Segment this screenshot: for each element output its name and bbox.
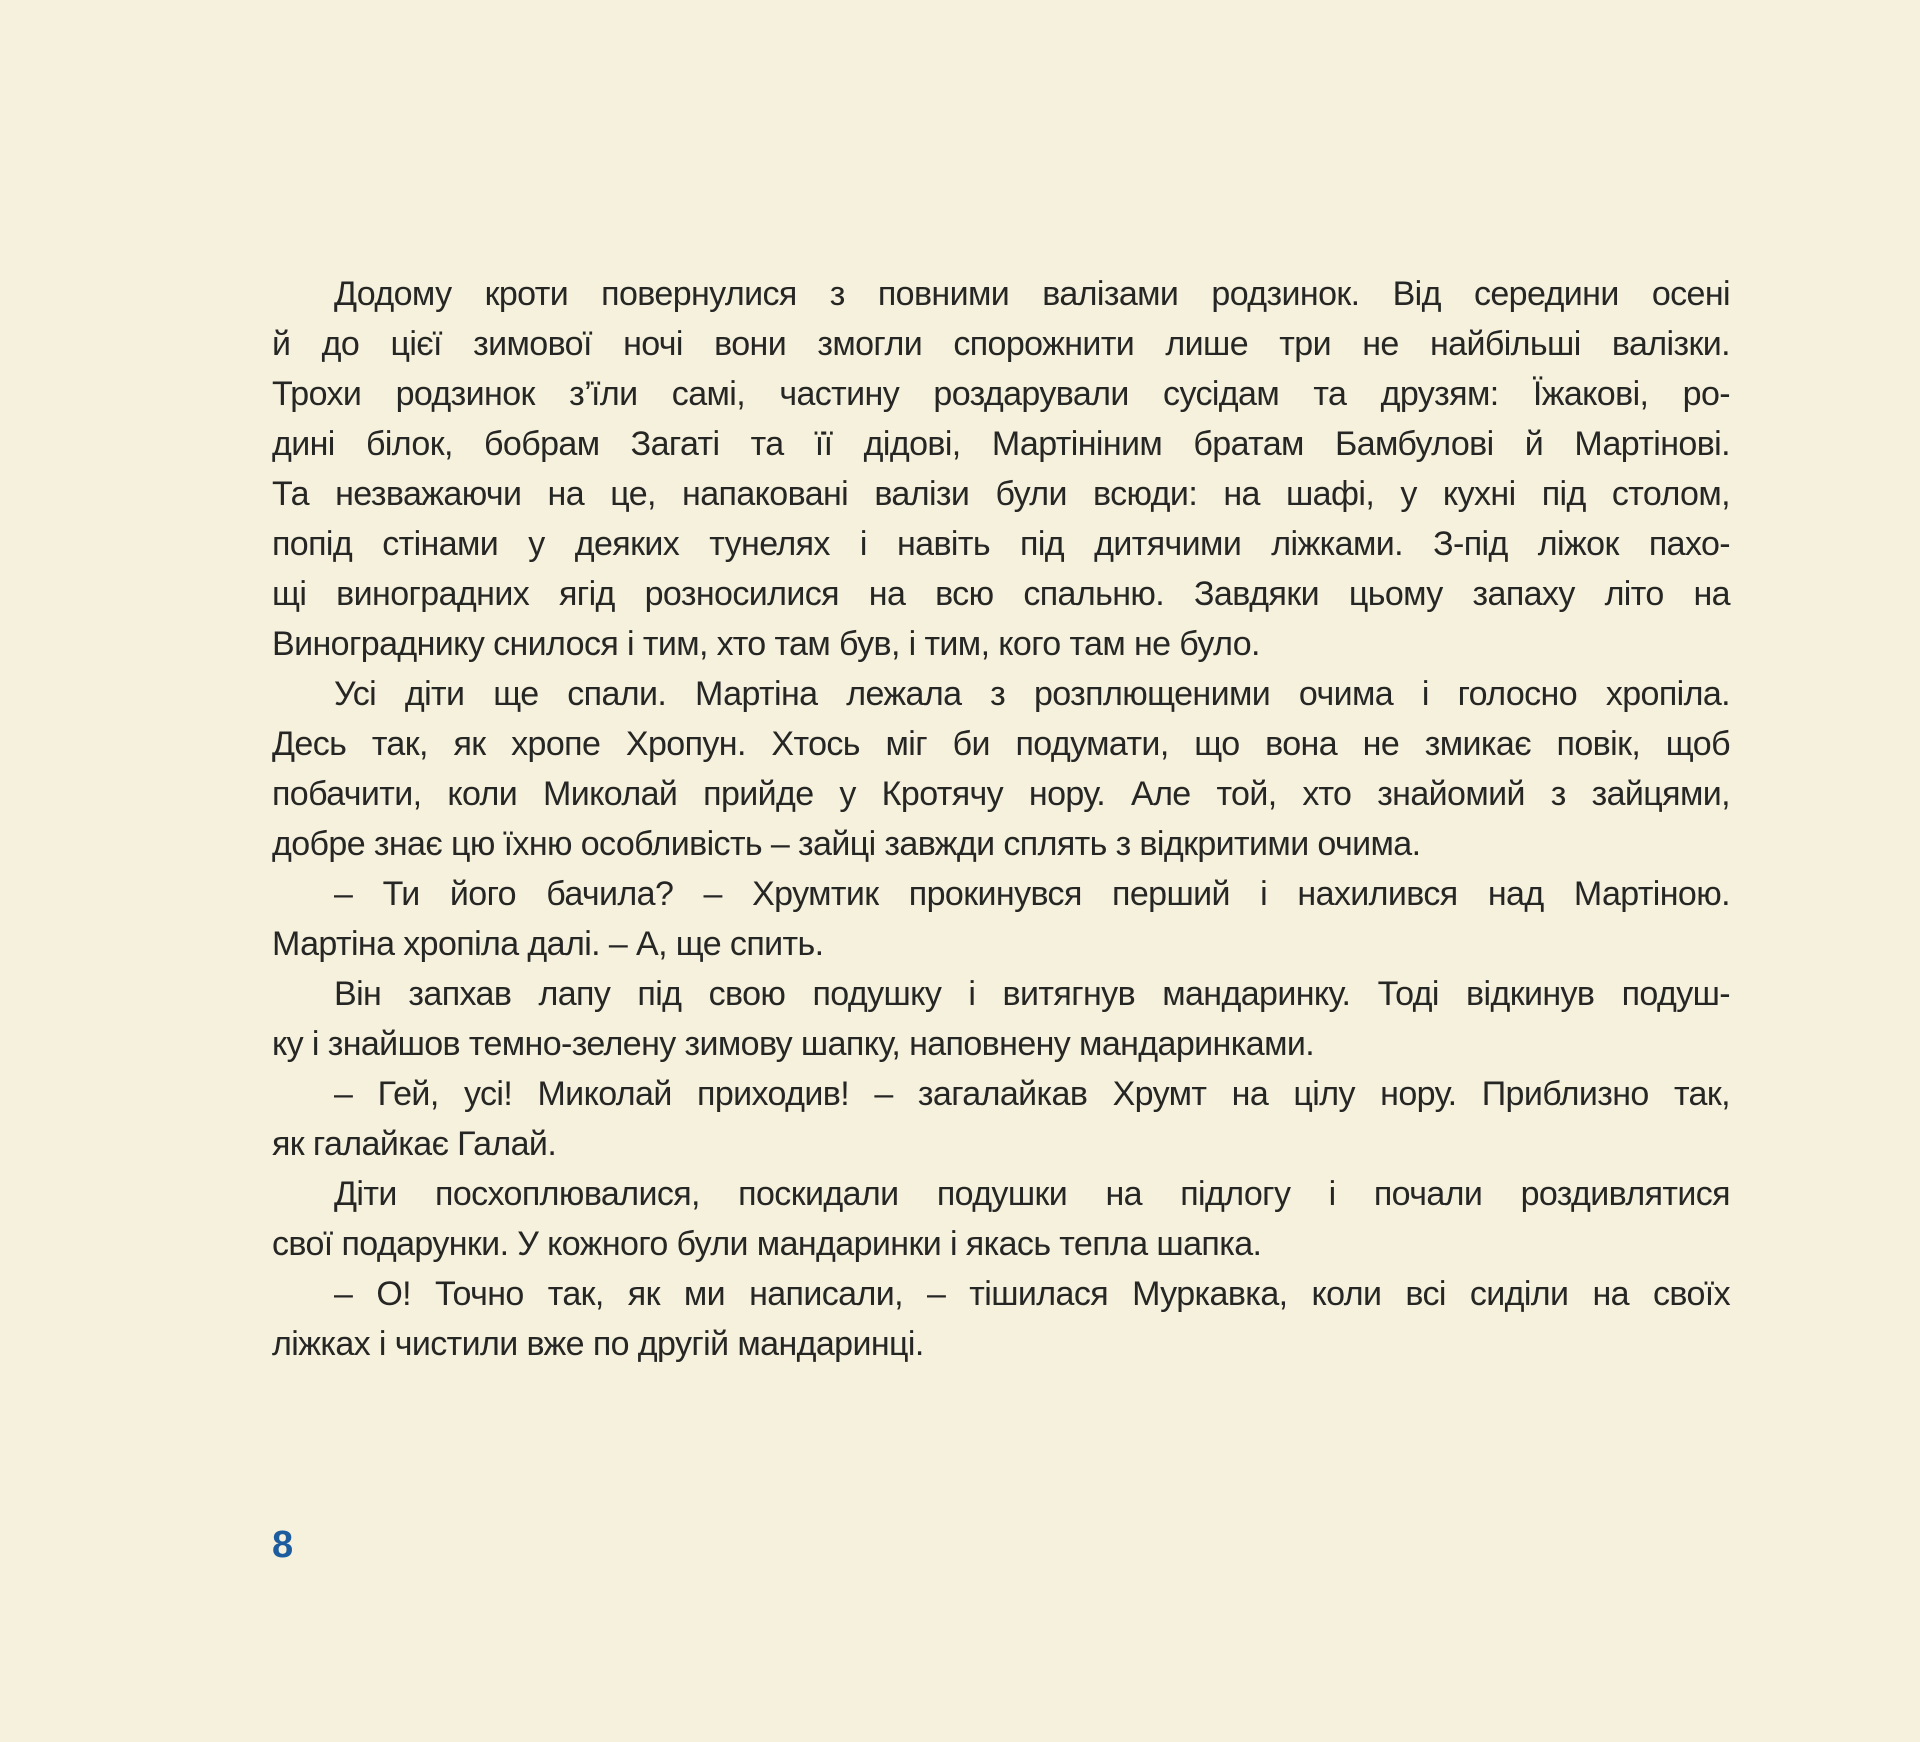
text-line: Він запхав лапу під свою подушку і витягнув мандаринку. Тоді відкинув подуш- bbox=[334, 975, 1730, 1013]
body-text bbox=[272, 269, 1730, 1369]
text-line: попід стінами у деяких тунелях і навіть під дитячими ліжками. З-під ліжок пахо- bbox=[272, 525, 1730, 563]
text-line: Усі діти ще спали. Мартіна лежала з розплющеними очима і голосно хропіла. bbox=[334, 675, 1730, 713]
text-line: – Ти його бачила? – Хрумтик прокинувся перший і нахилився над Мартіною. bbox=[334, 875, 1730, 913]
text-line: Додому кроти повернулися з повними валізами родзинок. Від середини осені bbox=[334, 275, 1730, 313]
text-line: Десь так, як хропе Хропун. Хтось міг би подумати, що вона не змикає повік, щоб bbox=[272, 725, 1730, 763]
text-line: Мартіна хропіла далі. – А, ще спить. bbox=[272, 925, 824, 963]
text-line: Трохи родзинок з’їли самі, частину роздарували сусідам та друзям: Їжакові, ро- bbox=[272, 375, 1730, 413]
page-number: 8 bbox=[272, 1524, 294, 1566]
text-line: – О! Точно так, як ми написали, – тішилася Муркавка, коли всі сиділи на своїх bbox=[334, 1275, 1730, 1313]
text-line: щі виноградних ягід розносилися на всю спальню. Завдяки цьому запаху літо на bbox=[272, 575, 1730, 613]
text-line: добре знає цю їхню особливість – зайці завжди сплять з відкритими очима. bbox=[272, 825, 1421, 863]
text-line: ліжках і чистили вже по другій мандаринці. bbox=[272, 1325, 924, 1363]
text-line: як галайкає Галай. bbox=[272, 1125, 557, 1163]
text-line: – Гей, усі! Миколай приходив! – загалайкав Хрумт на цілу нору. Приблизно так, bbox=[334, 1075, 1730, 1113]
text-line: й до цієї зимової ночі вони змогли спорожнити лише три не найбільші валізки. bbox=[272, 325, 1730, 363]
text-line: ку і знайшов темно-зелену зимову шапку, наповнену мандаринками. bbox=[272, 1025, 1315, 1063]
text-line: дині білок, бобрам Загаті та її дідові, Мартініним братам Бамбулові й Мартінові. bbox=[272, 425, 1730, 463]
text-line: свої подарунки. У кожного були мандаринки і якась тепла шапка. bbox=[272, 1225, 1262, 1263]
text-line: побачити, коли Миколай прийде у Кротячу нору. Але той, хто знайомий з зайцями, bbox=[272, 775, 1730, 813]
text-line: Діти посхоплювалися, поскидали подушки на підлогу і почали роздивлятися bbox=[334, 1175, 1730, 1213]
text-line: Та незважаючи на це, напаковані валізи були всюди: на шафі, у кухні під столом, bbox=[272, 475, 1730, 513]
text-line: Винограднику снилося і тим, хто там був, і тим, кого там не було. bbox=[272, 625, 1260, 663]
